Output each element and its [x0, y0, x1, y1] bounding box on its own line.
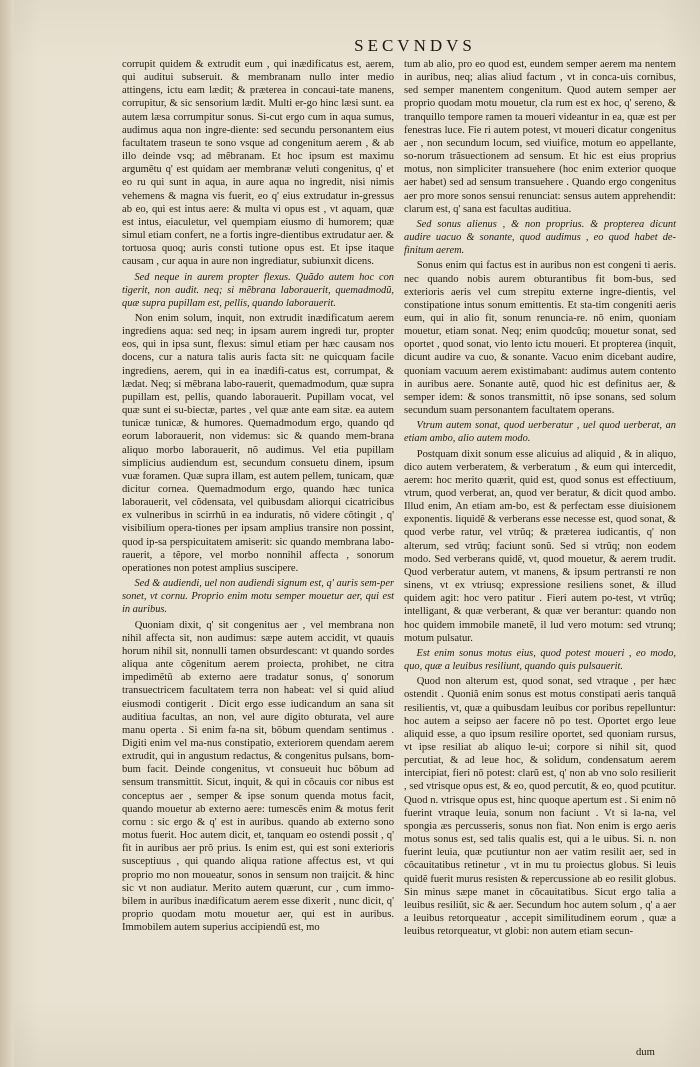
page-edge-shadow: [0, 0, 14, 1067]
commentary-paragraph: Quoniam dixit, q' sit congenitus aer , vel membrana non nihil affecta sit, non audimus: sæpe autem accidit, vt quauis horum nihil sit, nonnulli tamen obsurdescant: vt quando sordes aliqua ante cõgenitum aerem proiecta, prohibet, ne citra impedimẽtũ ab externo aere tradatur sonus, q' sonorum transuectricem facultatem terra non habeat: vel si quid aliud eiusmodi contigerit . Dicit ergo esse iudicandum an sana sit auditiua facultas, an non, vel aure digito obturata, vel aure manu operta . Si enim fa-na sit, bõbum quendam sentimus . Digiti enim vel ma-nus constipatio, exteriorem quendam aerem extrudit, qui in angustum redactus, & congenitus pulsans, bom-bum facit. Deinde congenitus, vt consueuit huc bõbum ad sensum transmittit. Sicut, inquit, & qui in cõcauis cor nibus est conceptus aer , semper & ipse sonum quenda motus facit, quando mouetur ab externo aere: tumescẽs enim & motus ferit cornu : sic ergo & q' est in auribus. quando ab externo sono motus fuerit. Hoc autem dicit, et, tanquam eo ostendi possit , q' fit in auribus aer prõ prius. Is enim est, qui est soni exterioris susceptiuus , qui quando aliqua ratione affectus est, vt qui proprio mo non moueatur, sonos in sensum non traijcit. & hinc sic vt non audiatur. Merito autem quærunt, cur , cum immo-bilem in auribus inædificatum aerem esse dixerit , nunc dicit, q' proprio quodam motu mouetur aer, qui est in auribus. Immobilem autem superius accipiendũ est, mo: [122, 619, 394, 934]
commentary-paragraph: Postquam dixit sonum esse alicuius ad aliquid , & in aliquo, dico autem verberatem, & verberatum , & eum qui intercedit, aerem: hoc merito quærit, quid est, quod sonus est effectiuum, vtrum, quod verberat, an, quod ver beratur, & dicit quod ambo. Illud enim, An etiam am-bo, est & perfectam esse diuisionem exponentis. liquidẽ & verberans esse necesse est, quod sonat, & quod verbe ratur, vel vtrũq; & præterea iudicantis, q' non alterum, sed vtrũq; faciunt sonũ. Sed si vtrũq; non eodem modo. Sed verberans quidẽ, vt, quod mouetur, & aerem trudit. Quod verberatur autem, vt manens, & ipsum pertransti re non sinens, vt ex vtriusq; expressione resiliens sonet, & illud quidem agit: hoc vero patitur . Fieri autem po-test, vt vtrũq; intelligant, & quæ verberant, & quæ ver berantur: quando non hoc quidem immobile manetẽ, il lud vero motum: sed vtrunq; motum pulsatur.: [404, 448, 676, 644]
lemma-paragraph: Sed neque in aurem propter flexus. Quãdo autem hoc con tigerit, non audit. neq; si mẽbrana laborauerit, quemadmodũ, quæ supra pupillam est, pellis, quando laborauerit.: [122, 271, 394, 309]
commentary-paragraph: Non enim solum, inquit, non extrudit inædificatum aerem ingrediens aqua: sed neq; in ipsam aurem ingredi tur, propter eos, qui in ipsa sunt, flexus: simul etiam per hæc causam nos docens, cur a natura talis auris facta sit: ne quicquam facile ingrediens, aerem, qui in ea inædifi-catus est, corrumpat, & lædat. Neq; si mẽbrana labo-rauerit, quemadmodum, quæ supra pupillam est, pellis, quando laborauerit. Pupillam vocat, vel quæ sunt ei su-biectæ, partes , vel quæ ante eam sitæ. ea autem tunicæ tunicæ, & humores. Quemadmodum ergo, quando qd eorum laborauerit, non videmus: sic & quando mem-brana aliquo morbo laborauerit, nõ audimus. Vel etia pupillam simplicius audiendum est, secundum consuetu dinem, ipsum vuæ foramen. Quæ supra illam, est autem pellem, tunicam, quæ dicitur cornea. Quemadmodum ergo, quando hæc tunica laborauerit, vel cõdensata, vel quibusdam aliorqui cicatricibus ex vulneribus in scirrhũ in ea induratis, nõ videre cõtingit , q' visibilium opera-tiones per ipsam amplius transire non possint, quod ip-sa perspicuitatem amiserit: sic quando membrana labo-rauerit, a tẽpore, vel morbo nonnihil affecta , sonorum operationes non potest amplius suscipere.: [122, 312, 394, 574]
left-text-column: [122, 58, 394, 934]
catchword: dum: [636, 1047, 655, 1058]
lemma-paragraph: Est enim sonus motus eius, quod potest moueri , eo modo, quo, quæ a leuibus resiliunt, quando quis pulsauerit.: [404, 647, 676, 673]
commentary-paragraph: corrupit quidem & extrudit eum , qui inædificatus est, aerem, qui auditui subseruit. & membranam nullo inter medio attingens, ictu eam lædit; & præterea in concaui-tate manens, corrupitur, & sic sensorium lædit. Multi er-go hinc læsi sunt. ea autem læsa corrumpitur sonus. Si-cut ergo cum in aqua sumus, audimus aqua non ingre-diente: sed secundu personantem eius facultatem traseun te sono vsque ad congenitum aerem , & ab illo deinde vsq; ad mẽbranam. Et hoc ipsum est maximu argumẽtu q' est quidam aer membranæ veluti congenitus, q' et eo ru qui sunt in aqua, in aure aqua no ingredit, nisi nimis vehemens & magna vis fuerit, eo q' eius extrudatur in-gressus ab eo, qui est intus aere: & multa vi opus est , vt aquam, quæ est intus, eiaculetur, vel quempiam eiusmo di humorem; quæ simul etiam confert, ne a fortis ingre-dientibus extrudatur aer. & tortuosa quoq; auris consti tutione opus est. Et ipse itaque causam , cur aqua in aure non ingrediatur, subiunxit dicens.: [122, 59, 394, 268]
commentary-paragraph: tum ab alio, pro eo quod est, eundem semper aerem ma nentem in auribus, neq; alias aliud factum , vt in conca-uis cornibus, sed semper manentem congenitum. Quod autem semper aer proprio quodam motu mouetur, cla rum est ex hoc, q' sereno, & tranquillo tempore ramen ta moueri videantur in ea, quæ est per fenestras luce. Fie ri autem potest, vt moueri dicatur congenitus aer , non secundum locum, sed viuifice, motum eo appellante, so-norum trãsuectionem ad sensum. Et hic est eius proprius motus, non simpliciter transuehere (hoc enim exterior quoque aer habet) sed ad sensum transuehere . Quando ergo congenitus aer pro more sonos sensui renunciat: sensus autem apprehendit: clarum est, q' sana est facultas auditiua.: [404, 59, 676, 215]
commentary-paragraph: Quod non alterum est, quod sonat, sed vtraque , per hæc ostendit . Quoniã enim sonus est motus constipati aeris tanquã resilientis, vt, quæ a quibusdam leuibus cor poribus repelluntur: hoc autem a seipso aer facere nõ po test. Oportet ergo leue aliquid esse, a quo ipsum resilire oportet, sed quoniam rursus, vt ipse resiliat ab aliquo le-ui; corpore si nihil sit, quod percutiat, & ad leue hoc, & solidum, condensatum aerem intercipiat, fieri nõ potest: clarũ est, q' non ab vno solo resilierit , sed vtrisque opus est, & eo, quod percutit, & eo, quod pcutitur. Quod n. vtrisque opus est, hinc quoque apertum est . Si enim nõ fuerint vtraque leuia, sonum non faciunt . Vt si la-na, vel spongia æs percusseris, sonus non fiat. Non enim is ergo aeris motus sonus est, sed talis qualis est, qui a le uibus. Si. n. non fuerint leuia, quæ pcutiuntur non aer vatim resilit aer, sed in cõcauitatibus retinetur , vt in mu tu proiectus globus. Si leuis quidẽ fuerit murus resisten & repercussione ab eo resilit globus. Sin minus sæpe manet in cõcauitatibus. Sicut ergo talia a leuibus resiliũt, sic & aer. Secundum hoc autem solum , q' a aer a leuibus retorqueatur , accepit similitudinem eorum , quæ a leuibus retorqueatur, vt globi: non autem etiam secun-: [404, 676, 676, 938]
right-text-column: [404, 58, 676, 938]
lemma-paragraph: Sed & audiendi, uel non audiendi signum est, q' auris sem-per sonet, vt cornu. Proprio enim motu semper mouetur aer, qui est in auribus.: [122, 578, 394, 616]
running-header: SECVNDVS: [354, 36, 476, 55]
lemma-paragraph: Vtrum autem sonat, quod uerberatur , uel quod uerberat, an etiam ambo, alio autem modo.: [404, 420, 676, 445]
lemma-paragraph: Sed sonus alienus , & non proprius. & propterea dicunt audire uacuo & sonante, quod audimus , eo quod habet de-finitum aerem.: [404, 218, 676, 257]
commentary-paragraph: Sonus enim qui factus est in auribus non est congeni ti aeris. nec quando nobis aurem obturantibus fit bom-bus, sed exterioris aeris vel cum strepitu externe ingre-dientis, vel constipatione intus sonum emittentis. Et sta-tim congeniti aeris eum, qui in alio fit, sonum renuncia-re. nõ enim, quoniam mouetur, etiam sonat. Neq; enim quodcũq; mouetur sonat, sed oportet , quod sonat, vio lento ictu moueri. Et propterea (inquit, dicunt audire va cuo, & sonante. Vacuo enim dicebant audire, quoniam vacuum aerem existimabant: audimus autem contento in auribus aere. Sonante autẽ, quod hic est definitus aer, & semper idem: & sonos transmittit, nõ ipse sonans, sed solum secundum suam personantem facultatem operans.: [404, 260, 676, 417]
